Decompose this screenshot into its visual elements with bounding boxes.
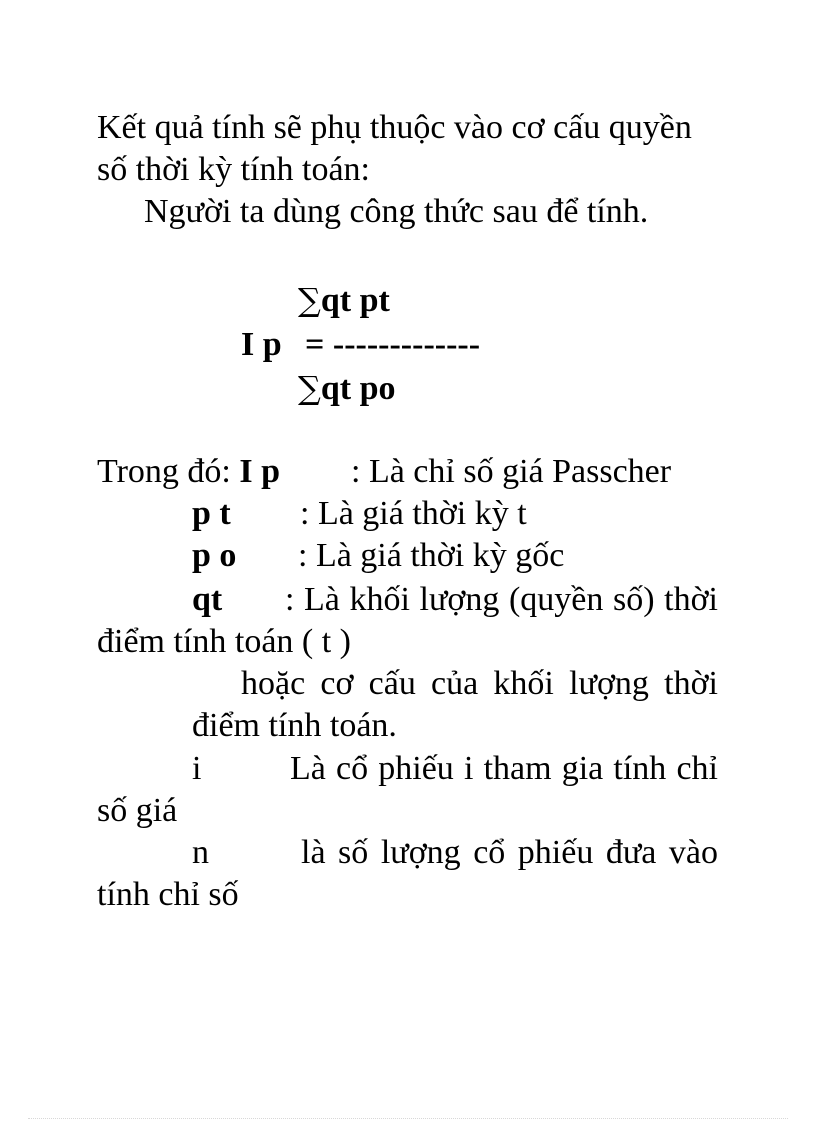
legend-term-pt: p t: [192, 495, 231, 532]
formula-fraction-bar: [305, 325, 480, 365]
denominator-text: qt po: [320, 370, 396, 407]
legend-prefix: Trong đó:: [97, 453, 231, 490]
intro-line-1: Kết quả tính sẽ phụ thuộc vào cơ cấu quyền: [97, 109, 692, 146]
formula-equals-dashes: = -------------: [305, 326, 481, 363]
formula-numerator: [298, 280, 390, 321]
legend-desc-qt-cont: điểm tính toán ( t ): [97, 623, 352, 660]
legend-desc-i: Là cổ phiếu i tham gia tính chỉ: [290, 750, 718, 787]
legend-row-ip: [97, 452, 280, 492]
legend-qt-alt-1: hoặc cơ cấu của khối lượng thời: [241, 665, 718, 702]
legend-term-po: p o: [192, 537, 237, 574]
legend-term-n: n: [192, 834, 209, 871]
legend-qt-alt-2: điểm tính toán.: [192, 707, 397, 744]
sigma-symbol: ∑: [298, 281, 321, 319]
intro-line-3: Người ta dùng công thức sau để tính.: [144, 193, 649, 230]
formula-lhs: I p: [241, 326, 282, 363]
legend-term-qt: qt: [192, 581, 223, 618]
numerator-text: qt pt: [320, 282, 390, 319]
legend-desc-qt: : Là khối lượng (quyền số) thời: [285, 581, 718, 618]
legend-term-ip: I p: [239, 453, 280, 490]
legend-desc-ip: : Là chỉ số giá Passcher: [351, 453, 672, 490]
page-bottom-divider: [28, 1118, 788, 1119]
legend-desc-po: : Là giá thời kỳ gốc: [298, 537, 565, 574]
sigma-symbol: ∑: [298, 369, 321, 407]
legend-desc-n-cont: tính chỉ số: [97, 876, 239, 913]
formula-denominator: [298, 368, 395, 409]
legend-term-i: i: [192, 750, 202, 787]
legend-desc-n: là số lượng cổ phiếu đưa vào: [301, 834, 718, 871]
formula-main-line: [241, 325, 282, 365]
intro-line-2: số thời kỳ tính toán:: [97, 151, 370, 188]
legend-desc-pt: : Là giá thời kỳ t: [300, 495, 527, 532]
legend-desc-i-cont: số giá: [97, 792, 178, 829]
